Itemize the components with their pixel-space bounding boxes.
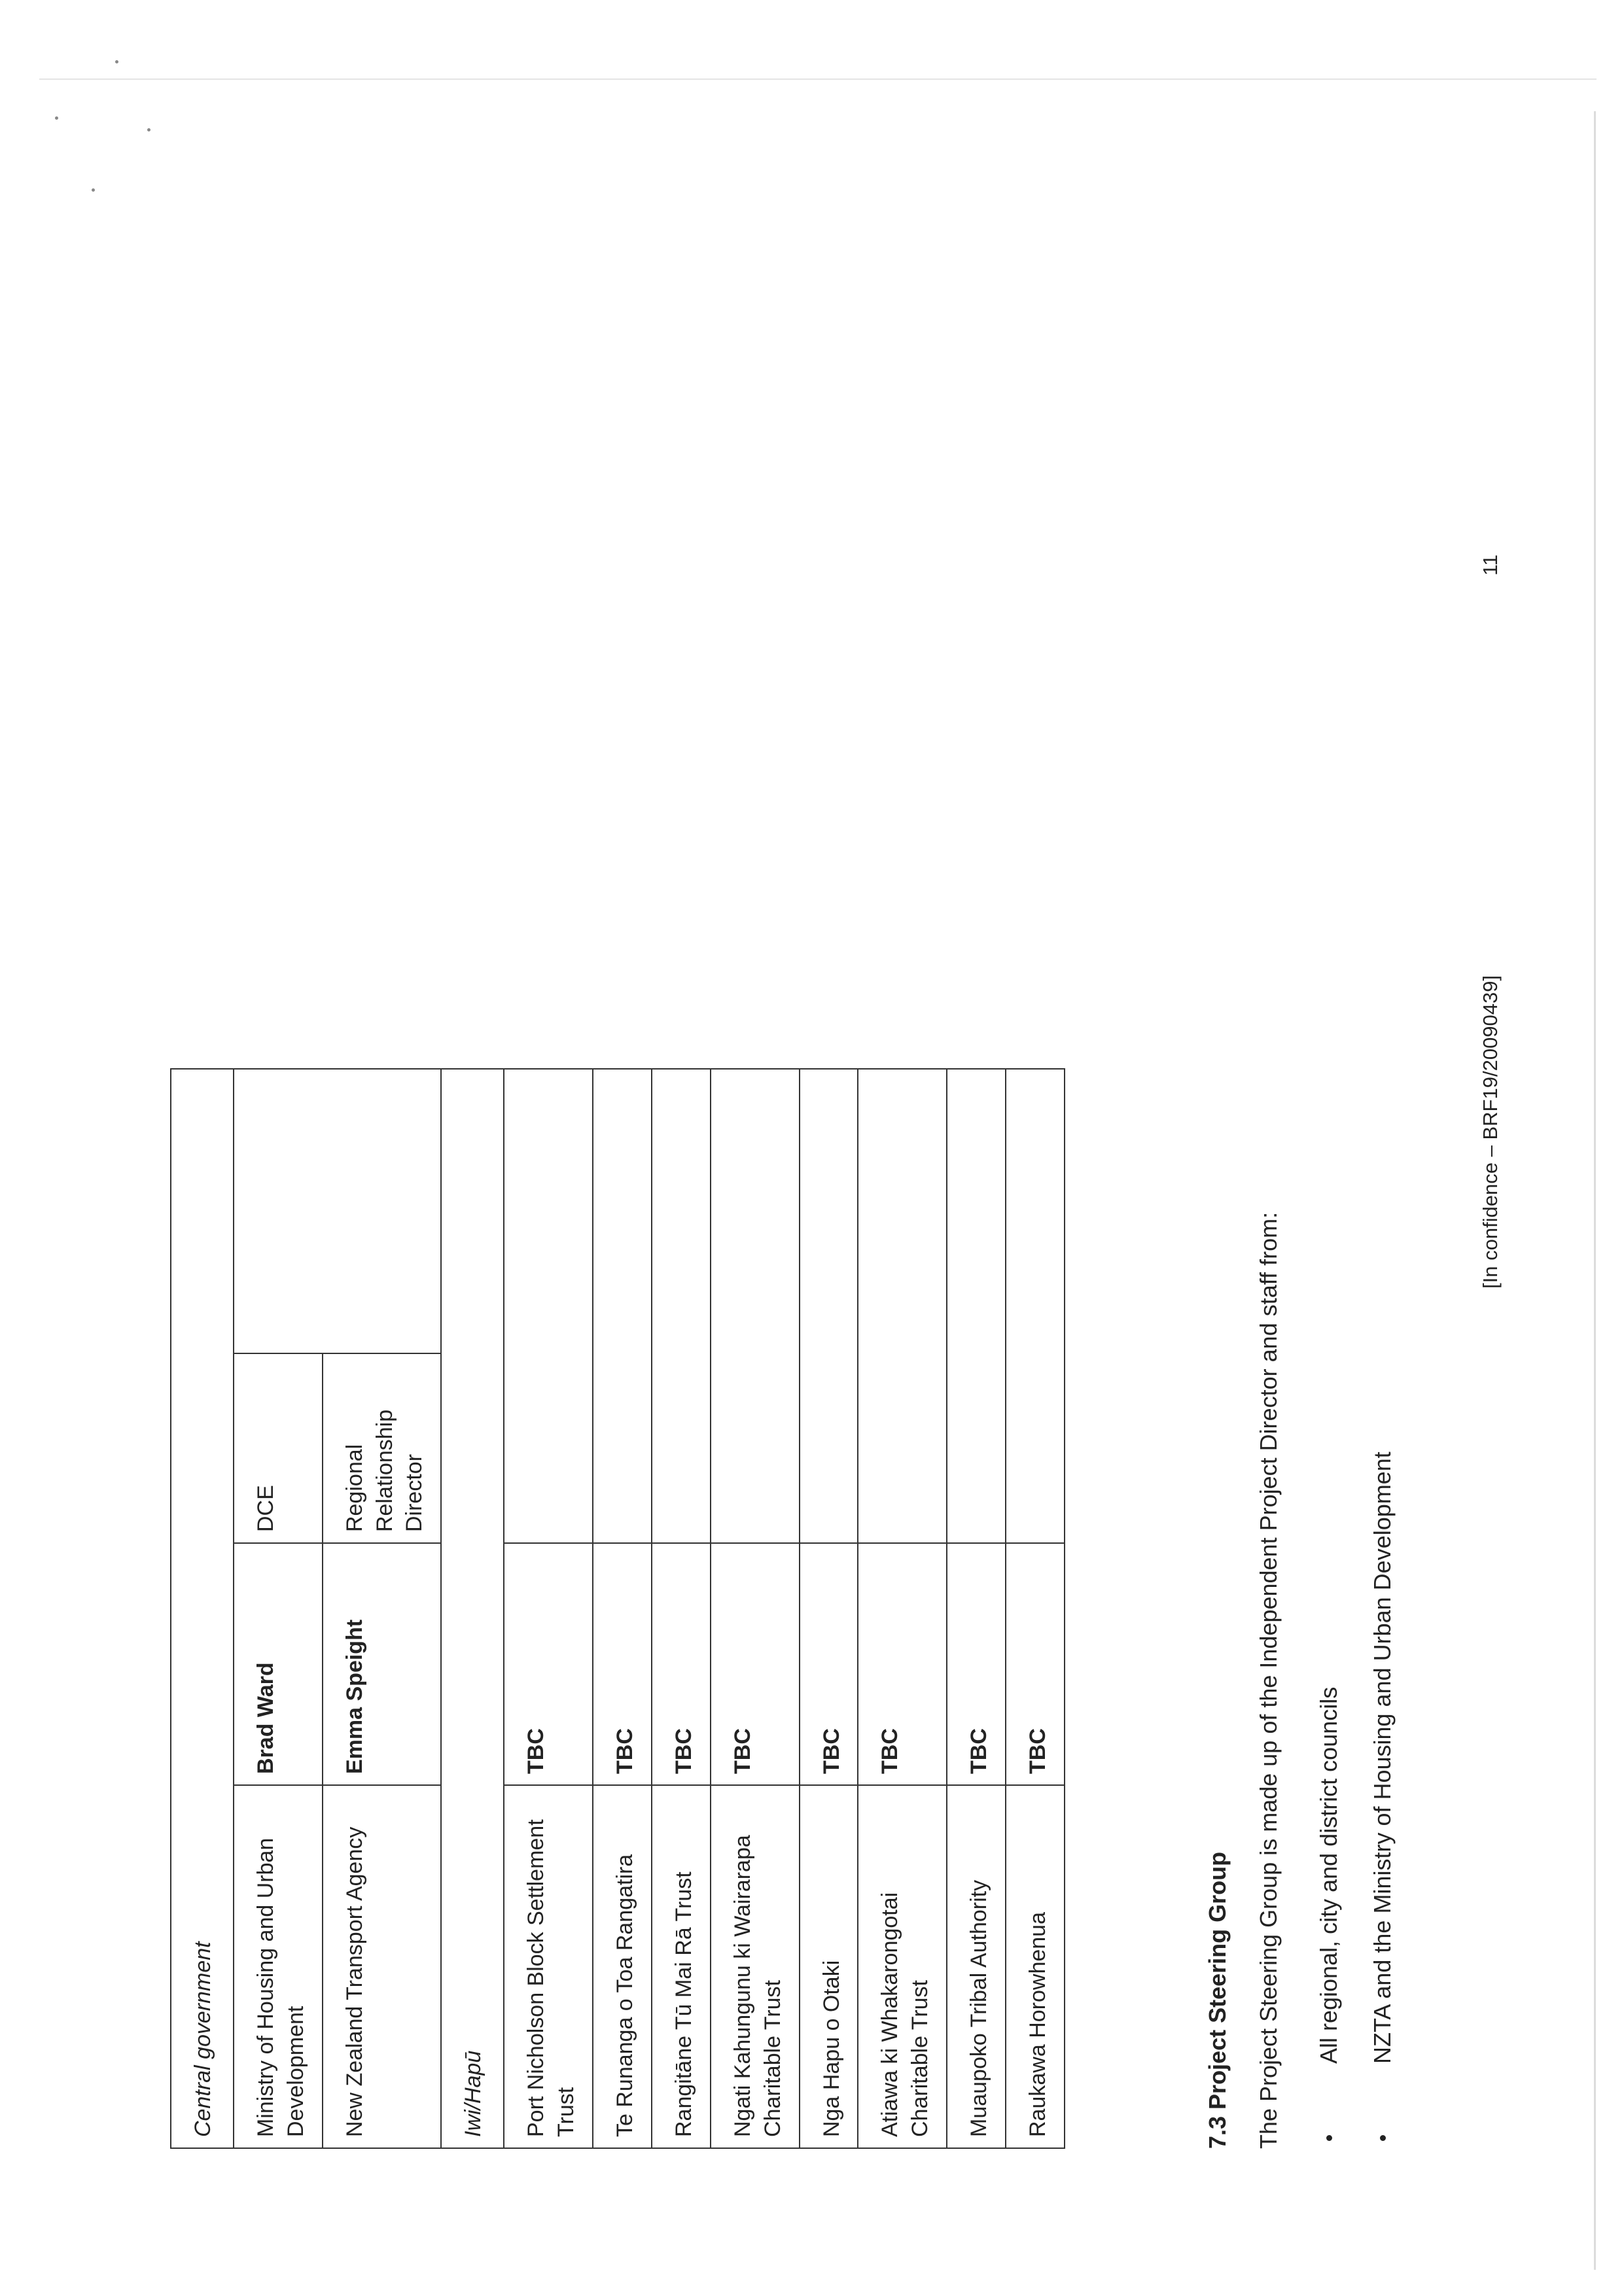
blank-cell [323,1069,442,1353]
stakeholder-table [170,1068,1065,2149]
org-cell: Ngati Kahungunu ki Wairarapa Charitable Trust [711,1785,800,2148]
section-heading: 7.3 Project Steering Group [1204,1851,1231,2149]
name-cell: TBC [947,1543,1006,1785]
blank-cell [234,1069,323,1353]
confidentiality-footer: [In confidence – BRF19/20090439] [1479,975,1502,1289]
role-cell [858,1069,947,1543]
table-row [652,1069,711,2148]
table-row [858,1069,947,2148]
name-cell: TBC [800,1543,858,1785]
role-cell: DCE [234,1353,323,1543]
table-row [593,1069,652,2148]
org-cell: Te Runanga o Toa Rangatira [593,1785,652,2148]
table-row [504,1069,593,2148]
org-cell: Port Nicholson Block Settlement Trust [504,1785,593,2148]
table-row [800,1069,858,2148]
table-row [947,1069,1006,2148]
org-cell: Muaupoko Tribal Authority [947,1785,1006,2148]
role-cell [504,1069,593,1543]
role-cell [800,1069,858,1543]
name-cell: TBC [652,1543,711,1785]
list-item-text: All regional, city and district councils [1315,1686,1342,2064]
bullet-icon [1380,2135,1386,2141]
table-section-row [441,1069,504,2148]
org-cell: Atiawa ki Whakarongotai Charitable Trust [858,1785,947,2148]
role-cell [1006,1069,1065,1543]
list-item [1302,1452,1356,2149]
section-label: Iwi/Hapū [441,1069,504,2148]
table-row [323,1069,442,2148]
org-cell: Raukawa Horowhenua [1006,1785,1065,2148]
table-row [711,1069,800,2148]
name-cell: TBC [593,1543,652,1785]
table-row [234,1069,323,2148]
list-item-text: NZTA and the Ministry of Housing and Urban Development [1369,1452,1396,2064]
page-number: 11 [1479,554,1502,576]
section-intro: The Project Steering Group is made up of the Independent Project Director and staff from: [1255,1211,1282,2149]
role-cell [947,1069,1006,1543]
name-cell: TBC [504,1543,593,1785]
name-cell: TBC [858,1543,947,1785]
bullet-icon [1326,2135,1332,2141]
org-cell: Ministry of Housing and Urban Development [234,1785,323,2148]
org-cell: Rangitāne Tū Mai Rā Trust [652,1785,711,2148]
role-cell [711,1069,800,1543]
table-section-row [171,1069,234,2148]
name-cell: TBC [1006,1543,1065,1785]
name-cell: Brad Ward [234,1543,323,1785]
name-cell: Emma Speight [323,1543,442,1785]
role-cell [593,1069,652,1543]
bullet-list [1302,1452,1409,2149]
org-cell: New Zealand Transport Agency [323,1785,442,2148]
role-cell [652,1069,711,1543]
org-cell: Nga Hapu o Otaki [800,1785,858,2148]
table-row [1006,1069,1065,2148]
list-item [1356,1452,1409,2149]
role-cell: Regional Relationship Director [323,1353,442,1543]
name-cell: TBC [711,1543,800,1785]
section-label: Central government [171,1069,234,2148]
